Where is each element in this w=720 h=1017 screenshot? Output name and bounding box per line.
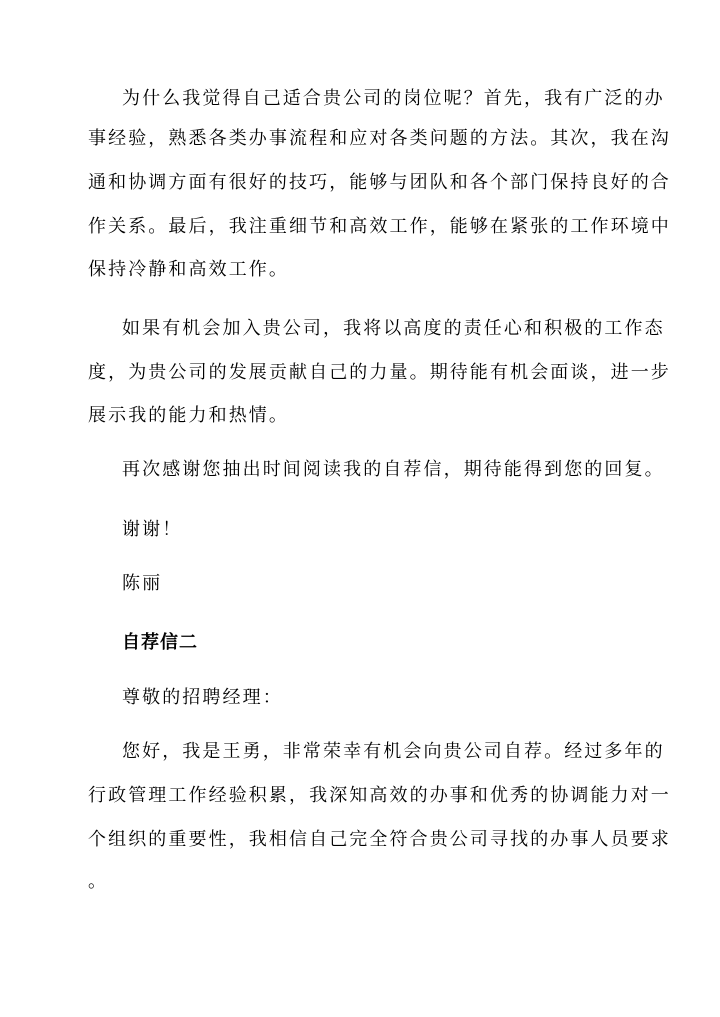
paragraph-line: 您好，我是王勇，非常荣幸有机会向贵公司自荐。经过多年的 (122, 741, 665, 762)
paragraph-line: 事经验，熟悉各类办事流程和应对各类问题的方法。其次，我在沟 (88, 128, 671, 149)
paragraph-line: 通和协调方面有很好的技巧，能够与团队和各个部门保持良好的合 (88, 172, 671, 193)
section-heading: 自荐信二 (122, 632, 198, 653)
closing-text: 谢谢！ (122, 519, 183, 540)
paragraph-line: 。 (88, 871, 109, 892)
signature: 陈丽 (122, 573, 163, 594)
paragraph-line: 保持冷静和高效工作。 (88, 259, 289, 280)
paragraph-line: 为什么我觉得自己适合贵公司的岗位呢？首先，我有广泛的办 (122, 88, 665, 109)
paragraph-line: 作关系。最后，我注重细节和高效工作，能够在紧张的工作环境中 (88, 216, 671, 237)
salutation: 尊敬的招聘经理： (122, 687, 283, 708)
paragraph-line: 如果有机会加入贵公司，我将以高度的责任心和积极的工作态 (122, 318, 665, 339)
paragraph-line: 个组织的重要性，我相信自己完全符合贵公司寻找的办事人员要求 (88, 829, 671, 850)
paragraph-line: 再次感谢您抽出时间阅读我的自荐信，期待能得到您的回复。 (122, 459, 665, 480)
paragraph-line: 行政管理工作经验积累，我深知高效的办事和优秀的协调能力对一 (88, 785, 671, 806)
paragraph-line: 度，为贵公司的发展贡献自己的力量。期待能有机会面谈，进一步 (88, 362, 671, 383)
paragraph-line: 展示我的能力和热情。 (88, 405, 289, 426)
